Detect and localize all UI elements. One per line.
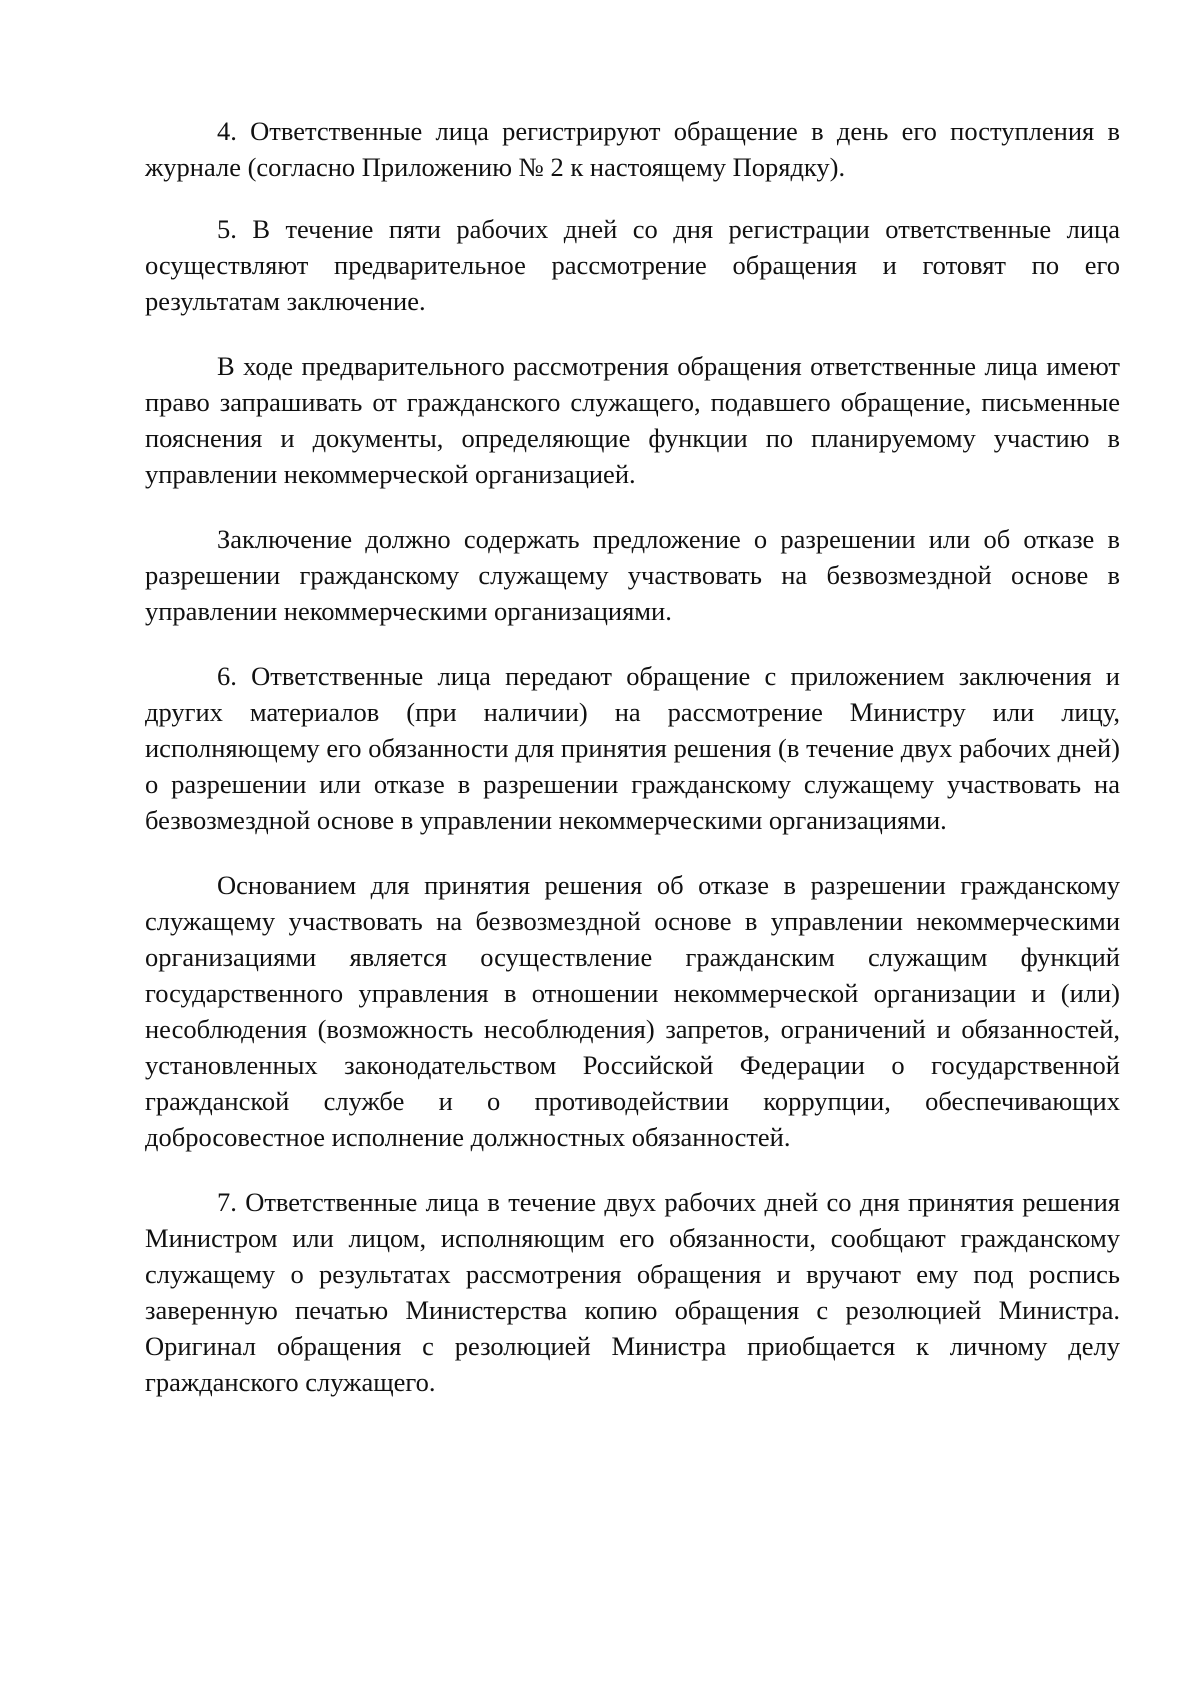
paragraph-conclusion-content: Заключение должно содержать предложение о разрешении или об отказе в разрешении гражданскому служащему участвовать на безвозмездной основе в управлении некоммерческими организациями. — [145, 524, 1120, 626]
paragraph-preliminary-review: В ходе предварительного рассмотрения обращения ответственные лица имеют право запрашивать от гражданского служащего, подавшего обращение, письменные пояснения и документы, определяющие функции по планируемому участию в управлении некоммерческой организацией. — [145, 351, 1120, 489]
paragraph-item-4: 4. Ответственные лица регистрируют обращение в день его поступления в журнале (согласно Приложению № 2 к настоящему Порядку). — [145, 116, 1120, 182]
paragraph-item-7: 7. Ответственные лица в течение двух рабочих дней со дня принятия решения Министром или лицом, исполняющим его обязанности, сообщают гражданскому служащему о результатах рассмотрения обращения и вручают ему под роспись заверенную печатью Министерства копию обращения с резолюцией Министра. Оригинал обращения с резолюцией Министра приобщается к личному делу гражданского служащего. — [145, 1187, 1120, 1397]
paragraph-refusal-grounds: Основанием для принятия решения об отказе в разрешении гражданскому служащему участвовать на безвозмездной основе в управлении некоммерческими организациями является осуществление гражданским служащим функций государственного управления в отношении некоммерческой организации и (или) несоблюдения (возможность несоблюдения) запретов, ограничений и обязанностей, установленных законодательством Российской Федерации о государственной гражданской службе и о противодействии коррупции, обеспечивающих добросовестное исполнение должностных обязанностей. — [145, 870, 1120, 1152]
paragraph-item-6: 6. Ответственные лица передают обращение с приложением заключения и других материалов (при наличии) на рассмотрение Министру или лицу, исполняющему его обязанности для принятия решения (в течение двух рабочих дней) о разрешении или отказе в разрешении гражданскому служащему участвовать на безвозмездной основе в управлении некоммерческими организациями. — [145, 661, 1120, 835]
paragraph-item-5: 5. В течение пяти рабочих дней со дня регистрации ответственные лица осуществляют предварительное рассмотрение обращения и готовят по его результатам заключение. — [145, 214, 1120, 316]
